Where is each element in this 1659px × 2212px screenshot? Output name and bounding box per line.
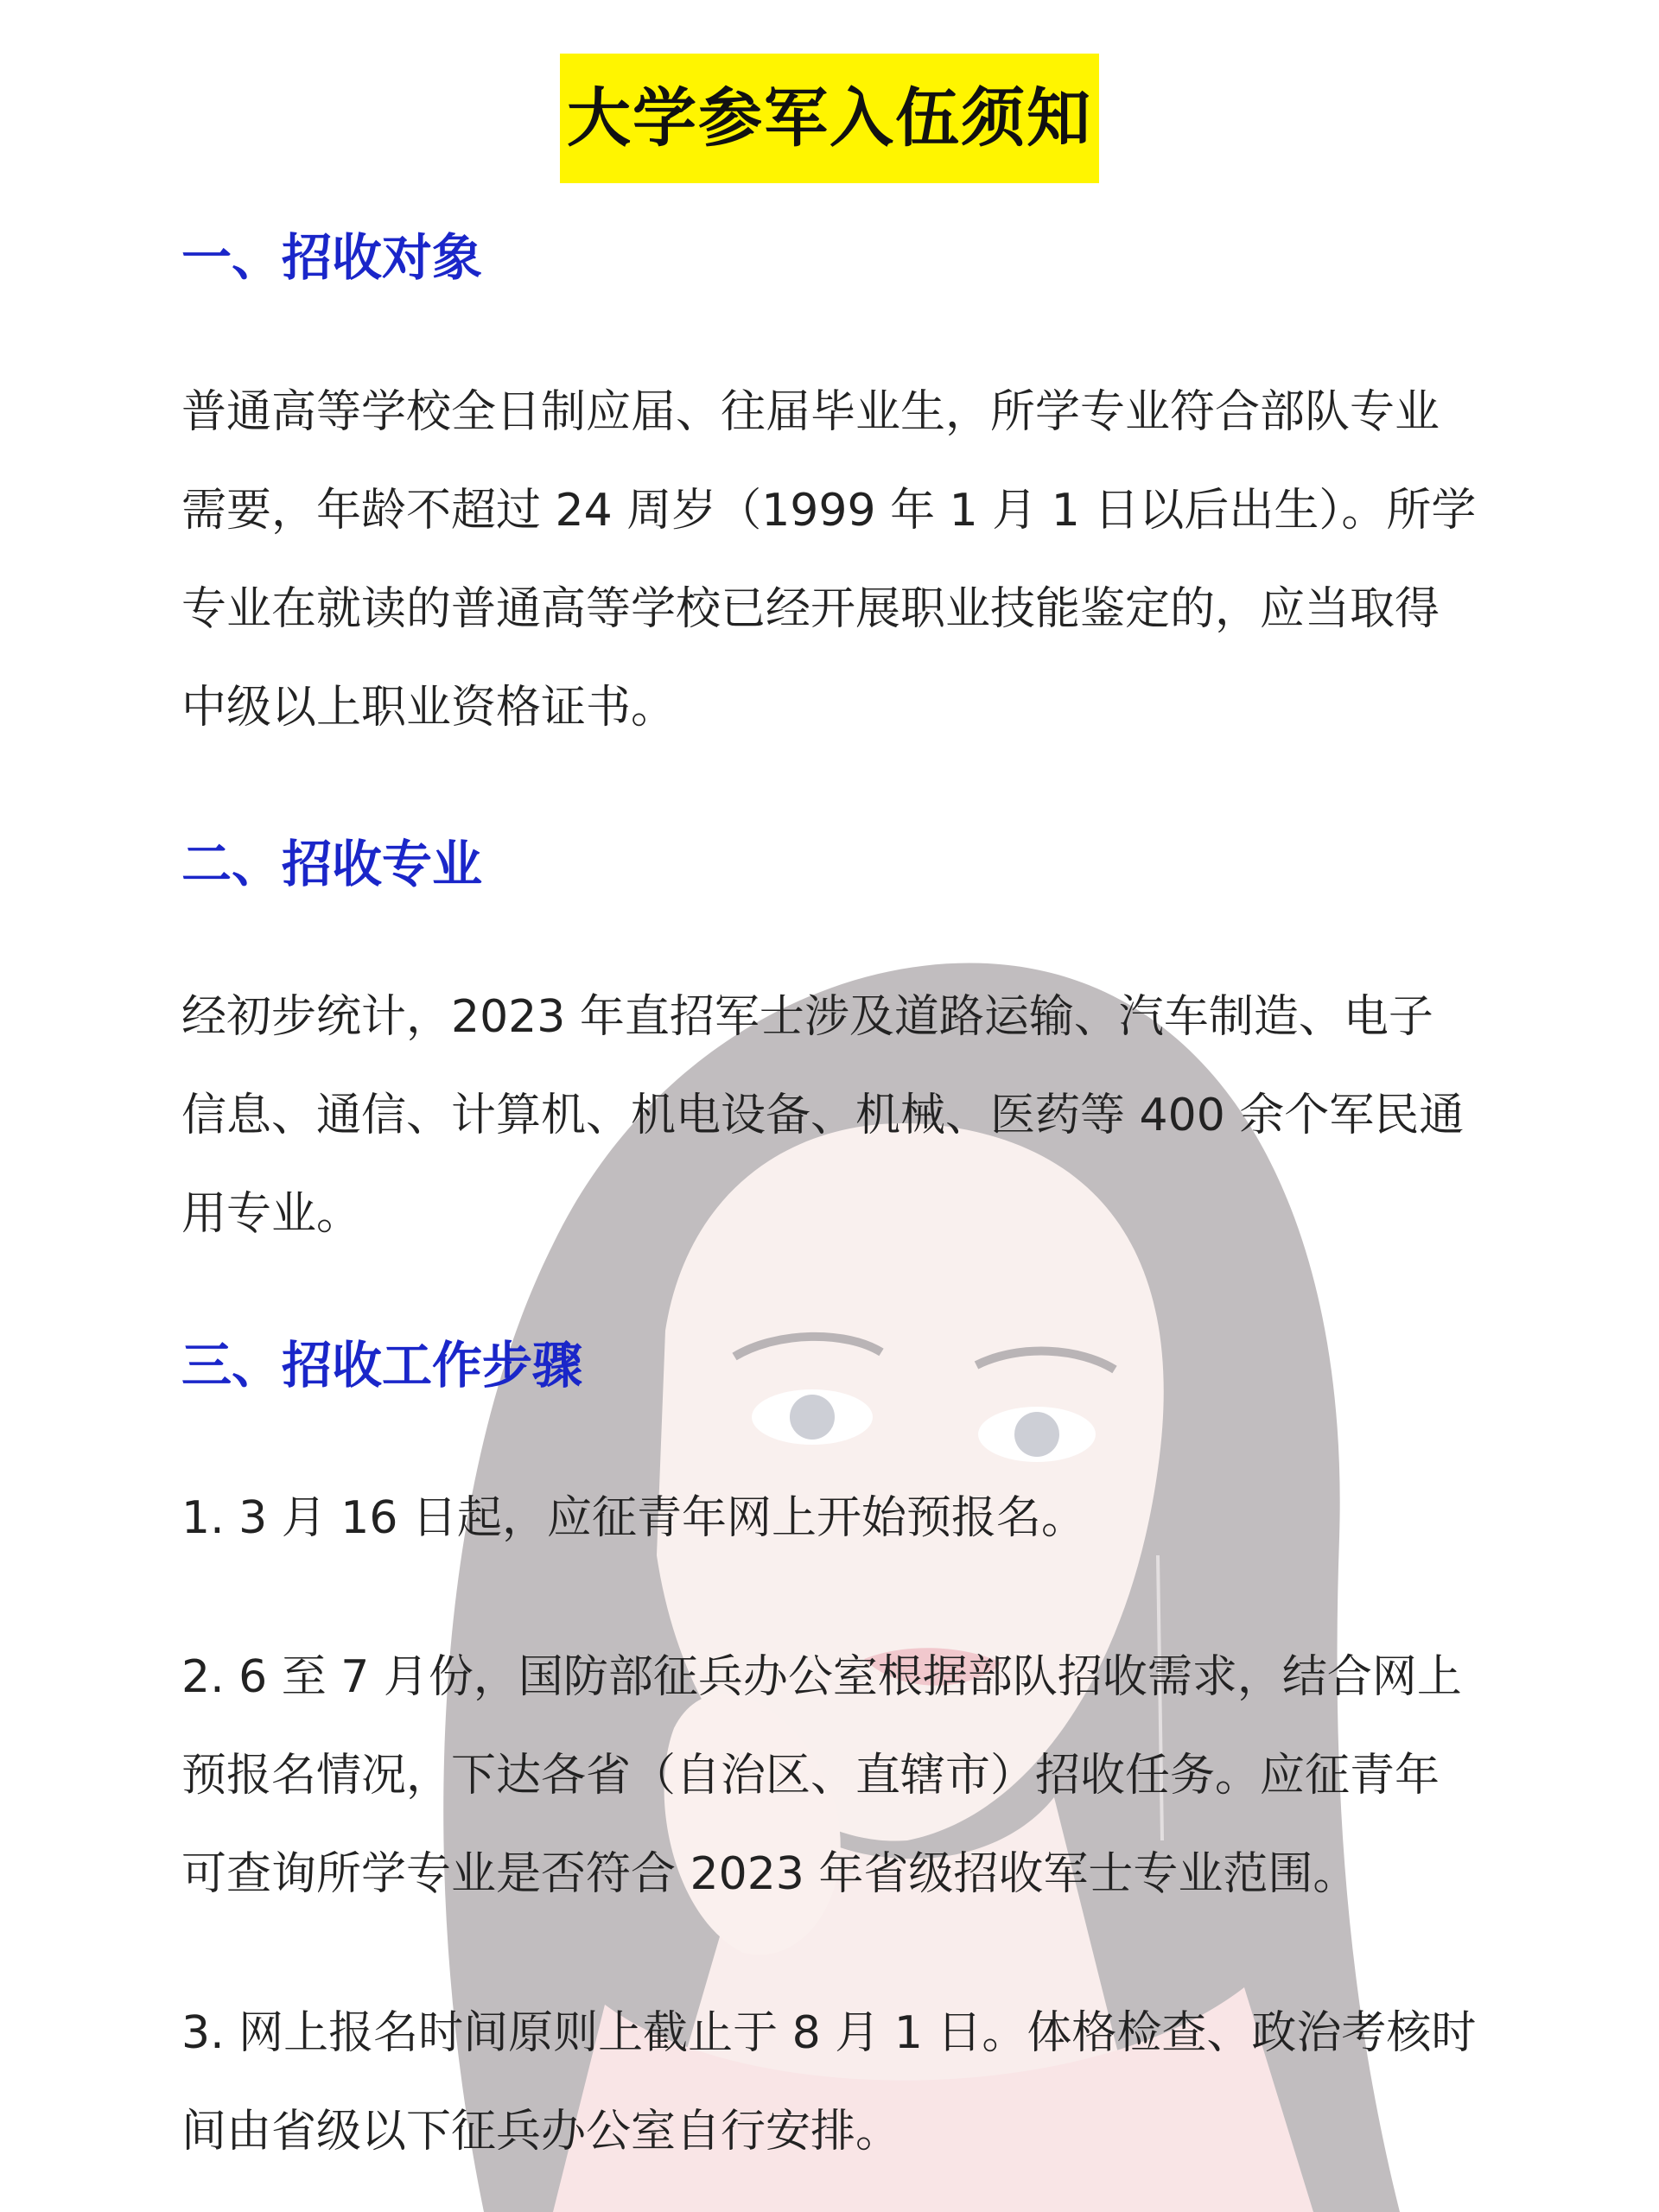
paragraph-line: 专业在就读的普通高等学校已经开展职业技能鉴定的，应当取得 bbox=[181, 583, 1440, 635]
paragraph-line: 可查询所学专业是否符合 2023 年省级招收军士专业范围。 bbox=[181, 1848, 1358, 1900]
section-heading-3: 三、招收工作步骤 bbox=[181, 1336, 583, 1395]
paragraph-line: 普通高等学校全日制应届、往届毕业生，所学专业符合部队专业 bbox=[181, 386, 1440, 438]
step-item-2 bbox=[181, 1628, 1495, 1923]
paragraph-line: 预报名情况，下达各省（自治区、直辖市）招收任务。应征青年 bbox=[181, 1750, 1440, 1802]
section-2-paragraph bbox=[181, 968, 1495, 1263]
section-heading-1: 一、招收对象 bbox=[181, 228, 483, 287]
step-item-3 bbox=[181, 1984, 1495, 2181]
section-heading-2: 二、招收专业 bbox=[181, 835, 483, 893]
paragraph-line: 信息、通信、计算机、机电设备、机械、医药等 400 余个军民通 bbox=[181, 1090, 1465, 1141]
paragraph-line: 间由省级以下征兵办公室自行安排。 bbox=[181, 2106, 901, 2158]
section-1-paragraph bbox=[181, 363, 1495, 757]
paragraph-line: 经初步统计，2023 年直招军士涉及道路运输、汽车制造、电子 bbox=[181, 991, 1433, 1043]
paragraph-line: 2. 6 至 7 月份，国防部征兵办公室根据部队招收需求，结合网上 bbox=[181, 1651, 1462, 1703]
paragraph-line: 用专业。 bbox=[181, 1188, 362, 1240]
paragraph-line: 3. 网上报名时间原则上截止于 8 月 1 日。体格检查、政治考核时 bbox=[181, 2007, 1477, 2059]
paragraph-line: 1. 3 月 16 日起，应征青年网上开始预报名。 bbox=[181, 1492, 1086, 1544]
paragraph-line: 中级以上职业资格证书。 bbox=[181, 682, 677, 734]
page-title: 大学参军入伍须知 bbox=[560, 54, 1099, 183]
step-item-1 bbox=[181, 1469, 1495, 1567]
title-wrap bbox=[0, 54, 1659, 183]
paragraph-line: 需要，年龄不超过 24 周岁（1999 年 1 月 1 日以后出生）。所学 bbox=[181, 485, 1477, 537]
